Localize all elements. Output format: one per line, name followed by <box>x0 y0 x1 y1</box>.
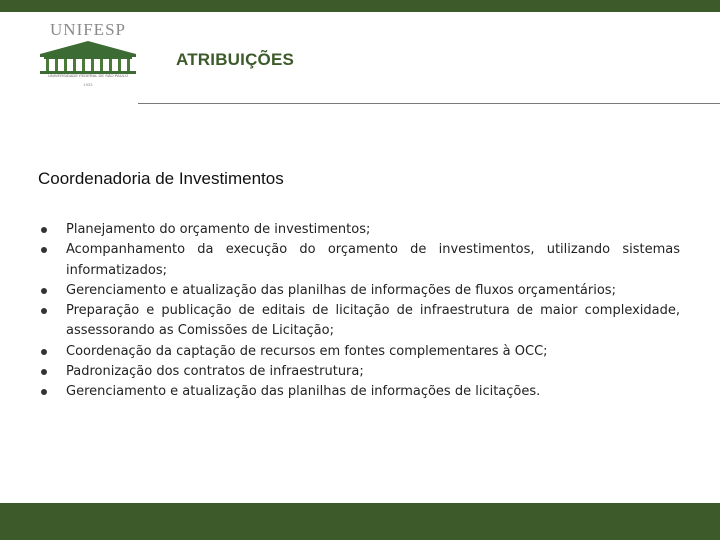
list-item-text: Gerenciamento e atualização das planilhas de informações de fluxos orçamentários; <box>66 282 616 298</box>
list-item-text: Preparação e publicação de editais de licitação de infraestrutura de maior complexidade, assessorando as Comissões de Licitação; <box>66 303 680 339</box>
list-item-text: Planejamento do orçamento de investimentos; <box>66 222 371 237</box>
list-item-text: Coordenação da captação de recursos em fontes complementares à OCC; <box>66 343 548 359</box>
top-bar <box>0 0 720 12</box>
bullet-icon <box>41 247 47 253</box>
page-title: ATRIBUIÇÕES <box>176 50 295 69</box>
logo-wordmark: UNIFESP <box>50 20 126 39</box>
bullet-icon <box>41 389 47 395</box>
header-divider <box>138 103 720 104</box>
logo-year: 1933 <box>83 82 93 87</box>
attributions-list <box>38 220 680 403</box>
section-heading: Coordenadoria de Investimentos <box>38 169 284 188</box>
bullet-icon <box>41 308 47 314</box>
list-item-text: Padronização dos contratos de infraestrutura; <box>66 364 364 380</box>
unifesp-logo <box>36 20 140 94</box>
list-item-text: Gerenciamento e atualização das planilhas de informações de licitações. <box>66 384 541 400</box>
list-item <box>38 301 680 342</box>
bottom-bar <box>0 503 720 540</box>
building-icon <box>36 40 140 74</box>
list-item <box>38 382 680 402</box>
list-item <box>38 240 680 281</box>
bullet-icon <box>41 227 47 233</box>
logo-subtitle: UNIVERSIDADE FEDERAL DE SÃO PAULO <box>47 73 129 78</box>
list-item <box>38 281 680 301</box>
list-item <box>38 362 680 382</box>
list-item <box>38 220 680 240</box>
bullet-icon <box>41 288 47 294</box>
bullet-icon <box>41 369 47 375</box>
list-item <box>38 342 680 362</box>
bullet-icon <box>41 349 47 355</box>
list-item-text: Acompanhamento da execução do orçamento de investimentos, utilizando sistemas informatizados; <box>66 242 680 278</box>
